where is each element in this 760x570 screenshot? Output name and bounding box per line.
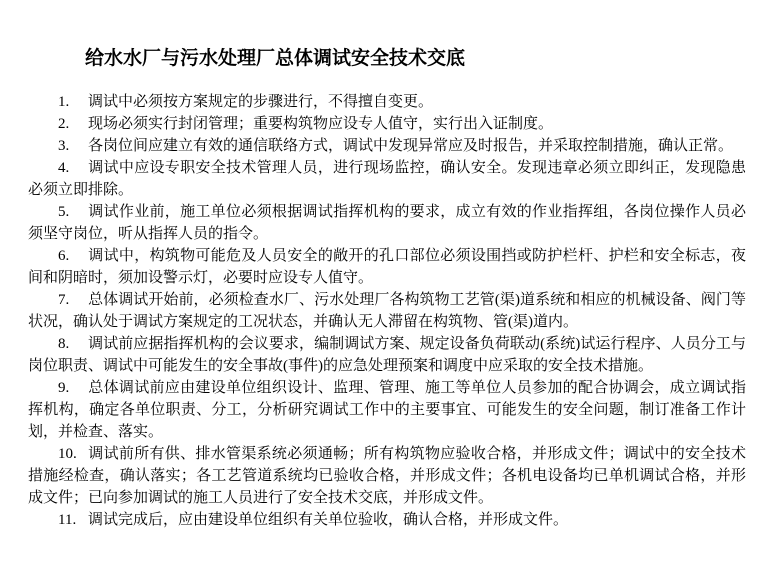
clause-number: 4.	[58, 160, 70, 176]
clause-number: 1.	[58, 94, 70, 110]
document-title: 给水水厂与污水处理厂总体调试安全技术交底	[85, 48, 466, 69]
clause-number: 11.	[58, 512, 77, 528]
clause-text: 调试作业前，施工单位必须根据调试指挥机构的要求，成立有效的作业指挥组，各岗位操作人员必须坚守岗位，听从指挥人员的指令。	[28, 204, 746, 242]
clause-5	[28, 201, 746, 245]
clause-2	[28, 113, 746, 135]
clause-text: 调试中应设专职安全技术管理人员，进行现场监控，确认安全。发现违章必须立即纠正，发现隐患必须立即排除。	[28, 160, 746, 198]
clause-number: 8.	[58, 336, 70, 352]
clause-7	[28, 289, 746, 333]
clause-text: 各岗位间应建立有效的通信联络方式，调试中发现异常应及时报告，并采取控制措施，确认正常。	[88, 138, 734, 154]
clause-number: 9.	[58, 380, 70, 396]
document-body	[28, 91, 746, 531]
clause-9	[28, 377, 746, 443]
clause-6	[28, 245, 746, 289]
clause-10	[28, 443, 746, 509]
clause-text: 调试前应据指挥机构的会议要求，编制调试方案、规定设备负荷联动(系统)试运行程序、人员分工与岗位职责、调试中可能发生的安全事故(事件)的应急处理预案和调度中应采取的安全技术措施。	[28, 336, 746, 374]
clause-8	[28, 333, 746, 377]
clause-text: 调试中，构筑物可能危及人员安全的敞开的孔口部位必须设围挡或防护栏杆、护栏和安全标志，夜间和阴暗时，须加设警示灯，必要时应设专人值守。	[28, 248, 746, 286]
clause-text: 总体调试前应由建设单位组织设计、监理、管理、施工等单位人员参加的配合协调会，成立调试指挥机构，确定各单位职责、分工，分析研究调试工作中的主要事宜、可能发生的安全问题，制订准备工作计划，并检查、落实。	[28, 380, 746, 440]
clause-number: 7.	[58, 292, 70, 308]
clause-text: 现场必须实行封闭管理；重要构筑物应设专人值守，实行出入证制度。	[88, 116, 554, 132]
clause-number: 6.	[58, 248, 70, 264]
clause-1	[28, 91, 746, 113]
clause-text: 调试完成后，应由建设单位组织有关单位验收，确认合格，并形成文件。	[88, 512, 569, 528]
clause-3	[28, 135, 746, 157]
clause-number: 5.	[58, 204, 70, 220]
clause-11	[28, 509, 746, 531]
clause-text: 调试前所有供、排水管渠系统必须通畅；所有构筑物应验收合格，并形成文件；调试中的安全技术措施经检查，确认落实；各工艺管道系统均已验收合格，并形成文件；各机电设备均已单机调试合格，并形成文件；已向参加调试的施工人员进行了安全技术交底，并形成文件。	[28, 446, 746, 506]
clause-text: 调试中必须按方案规定的步骤进行，不得擅自变更。	[88, 94, 434, 110]
clause-number: 2.	[58, 116, 70, 132]
clause-number: 3.	[58, 138, 70, 154]
clause-4	[28, 157, 746, 201]
clause-number: 10.	[58, 446, 77, 462]
clause-text: 总体调试开始前，必须检查水厂、污水处理厂各构筑物工艺管(渠)道系统和相应的机械设备、阀门等状况，确认处于调试方案规定的工况状态，并确认无人滞留在构筑物、管(渠)道内。	[28, 292, 746, 330]
